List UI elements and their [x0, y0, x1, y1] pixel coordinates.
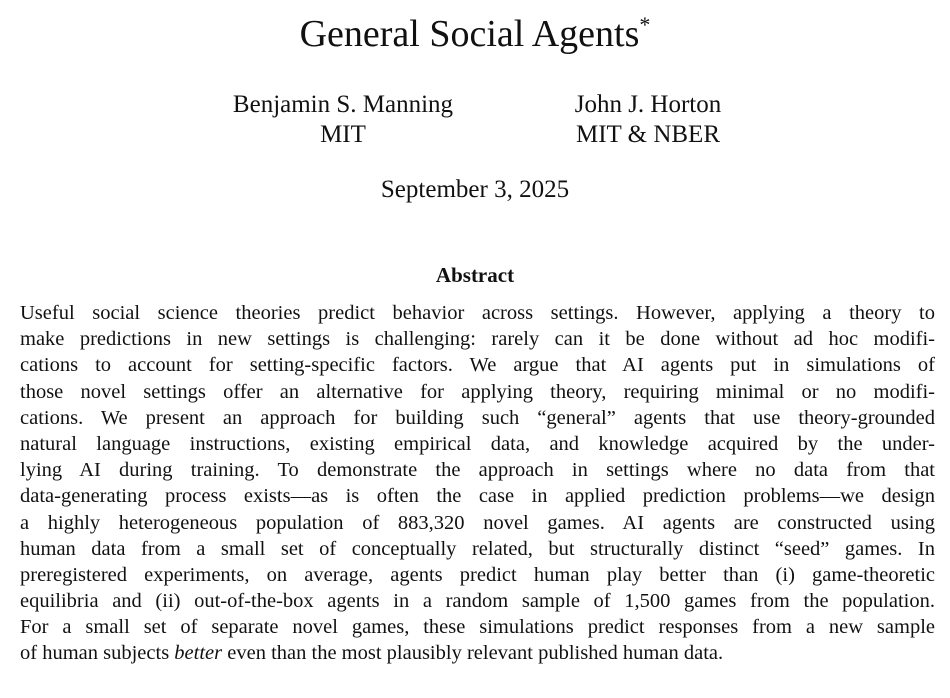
author-block-1 — [193, 90, 493, 150]
paper-title-text: General Social Agents — [299, 13, 640, 55]
abstract-line: data-generating process exists—as is often the case in applied prediction problems—we design — [20, 485, 935, 508]
abstract-line: Useful social science theories predict behavior across settings. However, applying a theory to — [20, 302, 935, 324]
author-affiliation: MIT — [320, 121, 366, 148]
publication-date: September 3, 2025 — [380, 176, 570, 203]
abstract-line: make predictions in new settings is challenging: rarely can it be done without ad hoc modifi- — [20, 328, 935, 351]
abstract-line: those novel settings offer an alternative for applying theory, requiring minimal or no modifi- — [20, 380, 935, 403]
abstract-line: preregistered experiments, on average, agents predict human play better than (i) game-theoretic — [20, 563, 935, 586]
abstract-line: cations to account for setting-specific factors. We argue that AI agents put in simulations of — [20, 354, 935, 377]
abstract-body — [20, 300, 935, 667]
paper-title — [0, 10, 950, 58]
author-name: Benjamin S. Manning — [232, 91, 454, 118]
abstract-line: cations. We present an approach for building such “general” agents that use theory-grounded — [20, 406, 935, 429]
emphasized-word: better — [174, 642, 223, 665]
abstract-line: lying AI during training. To demonstrate the approach in settings where no data from that — [20, 459, 935, 482]
final-line-end: even than the most plausibly relevant published human data. — [222, 642, 724, 665]
abstract-line: natural language instructions, existing empirical data, and knowledge acquired by the under- — [20, 432, 935, 455]
abstract-final-line — [20, 640, 935, 666]
abstract-line: human data from a small set of conceptually related, but structurally distinct “seed” games. In — [20, 537, 935, 560]
abstract-line: equilibria and (ii) out-of-the-box agents in a random sample of 1,500 games from the population. — [20, 590, 935, 613]
author-affiliation: MIT & NBER — [576, 121, 720, 148]
abstract-heading: Abstract — [435, 263, 515, 287]
title-footnote-marker[interactable]: * — [639, 12, 651, 37]
author-name: John J. Horton — [574, 91, 722, 118]
author-block-2 — [498, 90, 798, 150]
abstract-line: a highly heterogeneous population of 883,320 novel games. AI agents are constructed using — [20, 511, 935, 534]
final-line-start: of human subjects — [20, 642, 175, 665]
abstract-line: For a small set of separate novel games, these simulations predict responses from a new sample — [20, 616, 935, 639]
